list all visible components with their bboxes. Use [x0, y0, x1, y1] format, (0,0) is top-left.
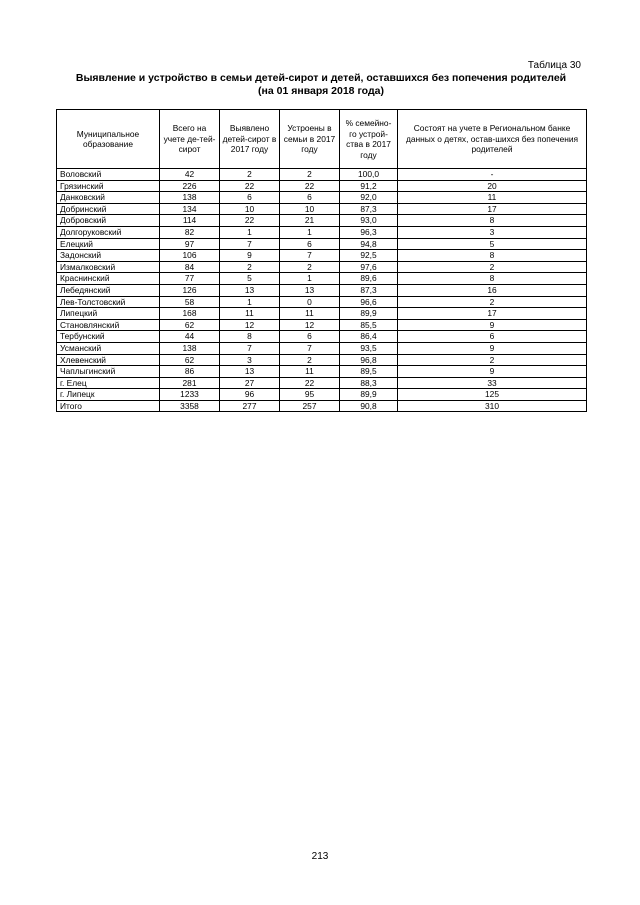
table-title [56, 72, 586, 98]
table-row [57, 354, 587, 366]
cell-identified: 2 [220, 169, 280, 181]
cell-placed: 7 [280, 250, 340, 262]
cell-municipality: Добринский [57, 203, 160, 215]
header-row [57, 110, 587, 169]
table-row [57, 238, 587, 250]
cell-identified: 7 [220, 238, 280, 250]
cell-placed: 6 [280, 238, 340, 250]
cell-identified: 277 [220, 400, 280, 412]
table-title-line1: Выявление и устройство в семьи детей-сирот и детей, оставшихся без попечения родителей [75, 72, 567, 84]
table-row [57, 261, 587, 273]
cell-identified: 5 [220, 273, 280, 285]
cell-total: 82 [160, 226, 220, 238]
cell-placed: 21 [280, 215, 340, 227]
table-row [57, 319, 587, 331]
cell-municipality: Измалковский [57, 261, 160, 273]
cell-municipality: Усманский [57, 342, 160, 354]
table-row [57, 308, 587, 320]
col-header-municipality: Муниципальное образование [57, 110, 160, 169]
cell-identified: 96 [220, 389, 280, 401]
cell-percent: 94,8 [340, 238, 398, 250]
cell-databank: 8 [398, 273, 587, 285]
cell-placed: 6 [280, 331, 340, 343]
col-header-identified-2017: Выявлено детей-сирот в 2017 году [220, 110, 280, 169]
cell-total: 44 [160, 331, 220, 343]
cell-percent: 92,0 [340, 192, 398, 204]
cell-identified: 8 [220, 331, 280, 343]
cell-databank: 9 [398, 319, 587, 331]
table-row [57, 284, 587, 296]
cell-municipality: Итого [57, 400, 160, 412]
cell-total: 62 [160, 319, 220, 331]
cell-percent: 96,6 [340, 296, 398, 308]
cell-municipality: Долгоруковский [57, 226, 160, 238]
cell-total: 281 [160, 377, 220, 389]
cell-databank: 310 [398, 400, 587, 412]
cell-total: 77 [160, 273, 220, 285]
table-row [57, 389, 587, 401]
cell-municipality: Грязинский [57, 180, 160, 192]
table-row [57, 250, 587, 262]
cell-percent: 89,9 [340, 308, 398, 320]
cell-percent: 87,3 [340, 203, 398, 215]
table-header [57, 110, 587, 169]
cell-identified: 1 [220, 226, 280, 238]
cell-databank: 2 [398, 261, 587, 273]
cell-identified: 22 [220, 215, 280, 227]
cell-percent: 85,5 [340, 319, 398, 331]
cell-identified: 10 [220, 203, 280, 215]
cell-placed: 12 [280, 319, 340, 331]
cell-percent: 97,6 [340, 261, 398, 273]
cell-percent: 91,2 [340, 180, 398, 192]
cell-total: 126 [160, 284, 220, 296]
table-row [57, 377, 587, 389]
table-row [57, 203, 587, 215]
cell-identified: 13 [220, 366, 280, 378]
cell-percent: 92,5 [340, 250, 398, 262]
cell-percent: 87,3 [340, 284, 398, 296]
table-row [57, 169, 587, 181]
orphans-table [56, 109, 587, 412]
cell-total: 62 [160, 354, 220, 366]
cell-identified: 11 [220, 308, 280, 320]
cell-total: 84 [160, 261, 220, 273]
cell-databank: 33 [398, 377, 587, 389]
col-header-placed-2017: Устроены в семьи в 2017 году [280, 110, 340, 169]
cell-databank: 2 [398, 296, 587, 308]
cell-placed: 2 [280, 354, 340, 366]
cell-total: 3358 [160, 400, 220, 412]
cell-identified: 22 [220, 180, 280, 192]
cell-municipality: Чаплыгинский [57, 366, 160, 378]
cell-placed: 22 [280, 377, 340, 389]
cell-databank: 11 [398, 192, 587, 204]
cell-identified: 7 [220, 342, 280, 354]
cell-percent: 89,9 [340, 389, 398, 401]
cell-databank: 8 [398, 215, 587, 227]
cell-placed: 11 [280, 308, 340, 320]
table-row [57, 226, 587, 238]
cell-total: 1233 [160, 389, 220, 401]
cell-municipality: Задонский [57, 250, 160, 262]
cell-placed: 257 [280, 400, 340, 412]
table-row [57, 180, 587, 192]
cell-percent: 90,8 [340, 400, 398, 412]
cell-identified: 1 [220, 296, 280, 308]
cell-identified: 12 [220, 319, 280, 331]
cell-placed: 1 [280, 226, 340, 238]
cell-total: 114 [160, 215, 220, 227]
cell-municipality: Лев-Толстовский [57, 296, 160, 308]
cell-total: 138 [160, 342, 220, 354]
cell-databank: 5 [398, 238, 587, 250]
cell-total: 86 [160, 366, 220, 378]
cell-total: 226 [160, 180, 220, 192]
cell-total: 134 [160, 203, 220, 215]
cell-placed: 6 [280, 192, 340, 204]
cell-databank: 9 [398, 342, 587, 354]
cell-placed: 2 [280, 261, 340, 273]
cell-identified: 3 [220, 354, 280, 366]
table-row-total [57, 400, 587, 412]
table-row [57, 366, 587, 378]
cell-identified: 9 [220, 250, 280, 262]
cell-municipality: Краснинский [57, 273, 160, 285]
cell-placed: 22 [280, 180, 340, 192]
cell-placed: 0 [280, 296, 340, 308]
cell-municipality: Лебедянский [57, 284, 160, 296]
cell-municipality: Елецкий [57, 238, 160, 250]
cell-percent: 100,0 [340, 169, 398, 181]
cell-municipality: Липецкий [57, 308, 160, 320]
cell-databank: 16 [398, 284, 587, 296]
cell-percent: 93,0 [340, 215, 398, 227]
cell-percent: 89,6 [340, 273, 398, 285]
cell-municipality: г. Елец [57, 377, 160, 389]
cell-databank: 17 [398, 308, 587, 320]
cell-databank: 9 [398, 366, 587, 378]
cell-databank: 20 [398, 180, 587, 192]
col-header-regional-databank: Состоят на учете в Региональном банке данных о детях, остав-шихся без попечения родителей [398, 110, 587, 169]
cell-municipality: Данковский [57, 192, 160, 204]
table-row [57, 296, 587, 308]
cell-databank: 3 [398, 226, 587, 238]
table-title-line2: (на 01 января 2018 года) [258, 85, 384, 97]
cell-total: 58 [160, 296, 220, 308]
cell-placed: 10 [280, 203, 340, 215]
cell-percent: 86,4 [340, 331, 398, 343]
table-row [57, 192, 587, 204]
cell-percent: 88,3 [340, 377, 398, 389]
page-number: 213 [311, 851, 329, 862]
cell-percent: 96,8 [340, 354, 398, 366]
cell-placed: 11 [280, 366, 340, 378]
cell-identified: 6 [220, 192, 280, 204]
cell-placed: 7 [280, 342, 340, 354]
col-header-total-registered: Всего на учете де-тей-сирот [160, 110, 220, 169]
cell-databank: 17 [398, 203, 587, 215]
cell-total: 138 [160, 192, 220, 204]
cell-databank: 2 [398, 354, 587, 366]
cell-databank: - [398, 169, 587, 181]
table-body [57, 169, 587, 412]
cell-placed: 13 [280, 284, 340, 296]
table-row [57, 331, 587, 343]
col-header-family-placement-percent: % семейно-го устрой-ства в 2017 году [340, 110, 398, 169]
cell-municipality: Становлянский [57, 319, 160, 331]
cell-total: 97 [160, 238, 220, 250]
cell-total: 106 [160, 250, 220, 262]
cell-identified: 2 [220, 261, 280, 273]
cell-placed: 1 [280, 273, 340, 285]
cell-total: 168 [160, 308, 220, 320]
cell-municipality: г. Липецк [57, 389, 160, 401]
cell-municipality: Воловский [57, 169, 160, 181]
cell-placed: 95 [280, 389, 340, 401]
cell-databank: 6 [398, 331, 587, 343]
cell-identified: 27 [220, 377, 280, 389]
cell-identified: 13 [220, 284, 280, 296]
cell-placed: 2 [280, 169, 340, 181]
cell-databank: 125 [398, 389, 587, 401]
cell-municipality: Хлевенский [57, 354, 160, 366]
cell-percent: 89,5 [340, 366, 398, 378]
cell-databank: 8 [398, 250, 587, 262]
cell-municipality: Тербунский [57, 331, 160, 343]
cell-percent: 93,5 [340, 342, 398, 354]
cell-percent: 96,3 [340, 226, 398, 238]
table-row [57, 342, 587, 354]
table-row [57, 215, 587, 227]
table-row [57, 273, 587, 285]
table-number: Таблица 30 [527, 60, 581, 71]
cell-municipality: Добровский [57, 215, 160, 227]
cell-total: 42 [160, 169, 220, 181]
